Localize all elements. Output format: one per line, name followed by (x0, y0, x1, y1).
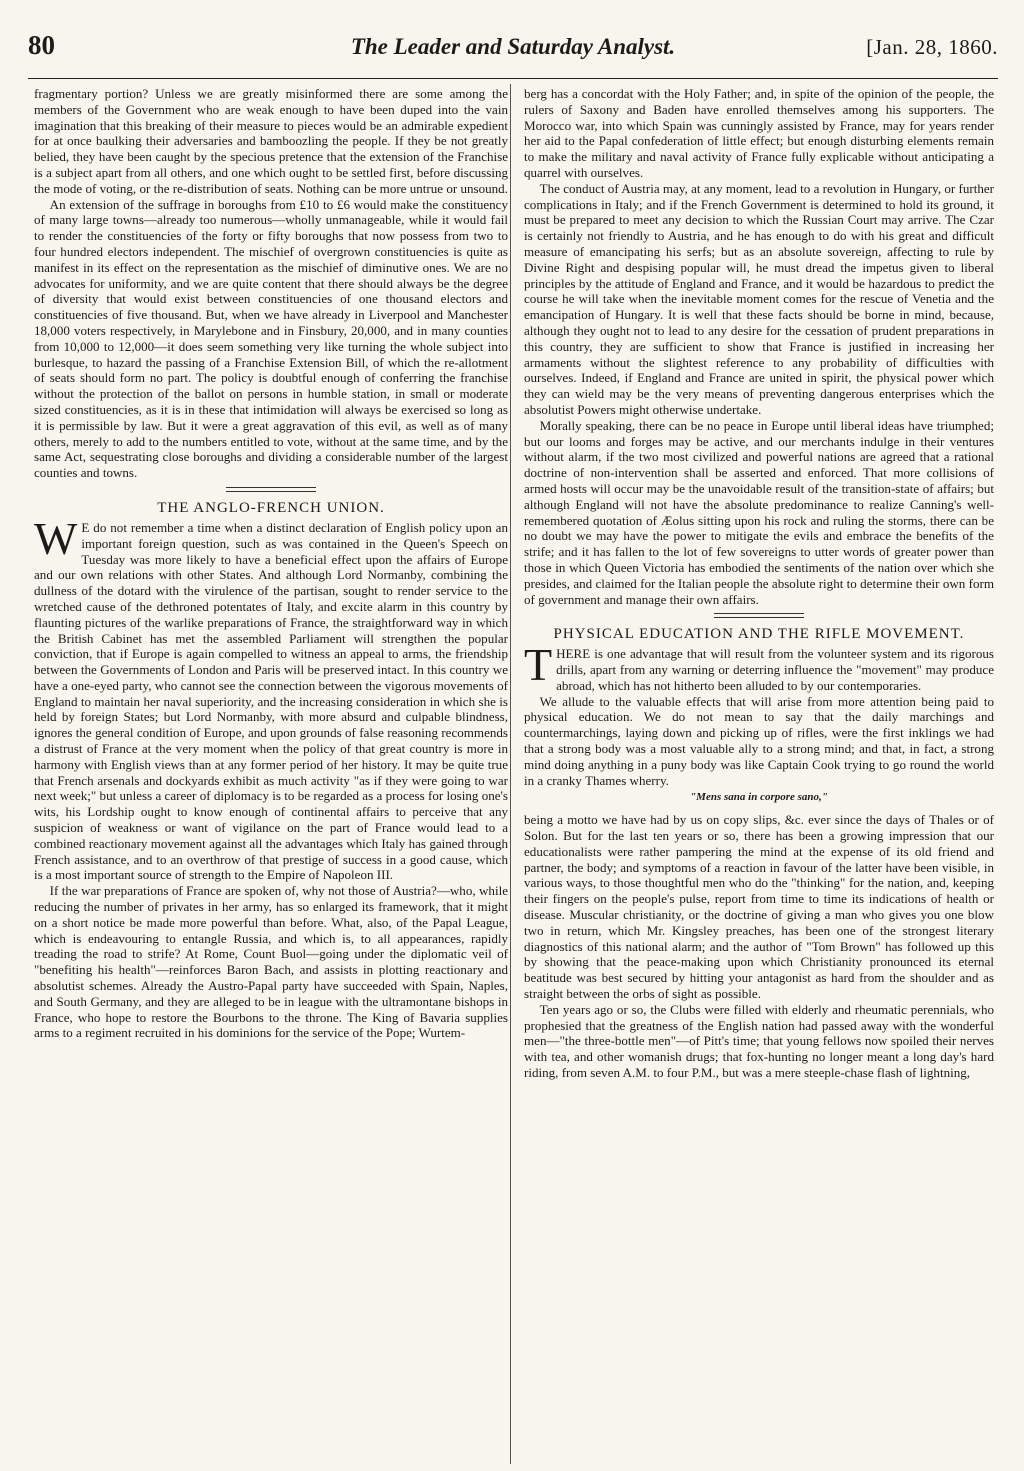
left-column (34, 86, 508, 1041)
right-column (524, 86, 994, 1081)
article-heading: THE ANGLO-FRENCH UNION. (157, 499, 385, 516)
latin-motto: "Mens sana in corpore sano," (690, 791, 828, 804)
paragraph: Morally speaking, there can be no peace in Europe until liberal ideas have triumphed; but our looms and forges may be active, and our merchants indulge in their ventures without alarm, if the two most civilized and powerful nations are agreed that a rational doctrine of non-intervention shall be asserted and enforced. That more collisions of armed hosts will occur may be the unavoidable result of the transition-state of affairs; but although England will not have the absolute predominance to realize Canning's well-remembered quotation of Æolus sitting upon his rock and ruling the storms, there can be no doubt we may have the power to mitigate the evils and embrace the benefits of the strife; and it has fallen to the lot of few sovereigns to utter words of greater power than those in which Queen Victoria has embodied the sentiments of the nation over which she presides, and claimed for the Italian people the absolute right to determine their own form of government and manage their own affairs. (524, 417, 994, 607)
paragraph: If the war preparations of France are spoken of, why not those of Austria?—who, while reducing the number of privates in her army, has so enlarged its framework, that it might on a short notice be made more powerful than before. What, also, of the Papal League, which is endeavouring to entangle Russia, and which is, to all appearances, rapidly treading the road to strife? At Rome, Count Buol—going under the diplomatic veil of "benefiting his health"—reinforces Baron Bach, and assists in plotting reactionary and absolutist schemes. Already the Austro-Papal party have succeeded with Spain, Naples, and South Germany, and they are alleged to be in league with the ultramontane bishops in France, who hope to restore the Bourbons to the throne. The King of Bavaria supplies arms to a regiment recruited in his dominions for the service of the Pope; Wurtem- (34, 883, 508, 1041)
page-number: 80 (28, 30, 55, 60)
drop-cap: W (34, 512, 78, 564)
paragraph: berg has a concordat with the Holy Father; and, in spite of the opinion of the people, the rulers of Saxony and Baden have enrolled themselves among his supporters. The Morocco war, into which Spain was cunningly assisted by France, may for years render her aid to the Papal confederation of little effect; but enough disturbing elements remain to make the military and naval activity of France fully explicable without anticipating a quarrel with ourselves. (524, 86, 994, 180)
column-rule (510, 84, 511, 1464)
paragraph: fragmentary portion? Unless we are greatly misinformed there are some among the members of the Government who are weak enough to have been duped into the vain imagination that this breaking of their measure to pieces would be an admirable expedient for at once baulking their adversaries and bamboozling the people. If they be not greatly belied, they have been caught by the specious pretence that the extension of the Franchise is a subject apart from all others, and one which ought to be settled first, before discussing the mode of voting, or the re-distribution of seats. Nothing can be more untrue or unsound. (34, 86, 508, 196)
section-divider (714, 613, 804, 618)
paragraph: W E do not remember a time when a distinct declaration of English policy upon an important foreign question, such as was contained in the Queen's Speech on Tuesday was more likely to have a beneficial effect upon the affairs of Europe and our own relations with other States. And although Lord Normanby, combining the dullness of the dotard with the virulence of the partisan, sought to render service to the wretched cause of the dethroned potentates of Italy, and excite alarm in this country by flaunting pictures of the warlike preparations of France, the straightforward way in which the British Cabinet has met the assembled Parliament will strengthen the popular conviction, that if Europe is again compelled to witness an appeal to arms, the friendship between the Governments of London and Paris will be preserved intact. In this country we have a one-eyed party, who cannot see the connection between the vigorous movements of England to maintain her naval superiority, and the increasing consideration in which she is held by foreign States; but Lord Normanby, with more absurd and culpable blindness, ignores the general condition of Europe, and upon grounds of false reasoning recommends a distrust of France at the very moment when the policy of that great country is more in harmony with English views than at any former period of her history. It may be quite true that French arsenals and dockyards exhibit as much activity "as if they were going to war next week;" but unless a career of diplomacy is to be regarded as a process for losing one's wits, his Lordship ought to know enough of continental affairs to perceive that any suspicion of weakness or want of vigilance on the part of France would lead to a combined reactionary movement against all the advantages which Italy has gained through French assistance, and to an overthrow of that prestige of success in a good cause, which is a most important source of strength to the Empire of Napoleon III. (34, 512, 508, 883)
paragraph: We allude to the valuable effects that will arise from more attention being paid to physical education. We do not mean to say that the daily marchings and countermarchings, laying down and picking up of rifles, were the first inklings we had that a strong body was a most valuable ally to a strong mind; and that, in fact, a strong mind doing anything in a puny body was like Captain Cook trying to go round the world in a cranky Thames wherry. (524, 693, 994, 788)
paragraph: Ten years ago or so, the Clubs were filled with elderly and rheumatic perennials, who prophesied that the greatness of the English nation had passed away with the wonderful men—"the three-bottle men"—of Pitt's time; that young fellows now spoiled their nerves with tea, and other womanish drugs; that fox-hunting no longer meant a long day's hard riding, from seven A.M. to four P.M., but was a mere steeple-chase flash of lightning, (524, 1001, 994, 1081)
article-heading: PHYSICAL EDUCATION AND THE RIFLE MOVEMENT. (553, 626, 965, 643)
publication-title: The Leader and Saturday Analyst. (350, 34, 676, 59)
paragraph: The conduct of Austria may, at any moment, lead to a revolution in Hungary, or further complications in Italy; and if the French Government is determined to hold its ground, it must be prepared to meet any decision to which the Russian Court may arrive. The Czar is certainly not friendly to Austria, and he has enough to do with his great and difficult measure of emancipating his serfs; but as an absolute sovereign, affecting to rule by Divine Right and despising popular will, he must dread the impetus given to liberal principles by the attitude of England and France, and it would be hazardous to predict the course he will take when the inevitable moment comes for the rescue of Venetia and the emancipation of Hungary. It is well that these facts should be borne in mind, because, although they ought not to lead to any desire for the cessation of prudent preparations in this country, they are sufficient to show that France is justified in increasing her armaments without the slightest reference to any probability of difficulties with ourselves. Indeed, if England and France are united in spirit, the physical power which they can wield may be the very means of preventing dangerous enterprises which the absolutist Powers might otherwise undertake. (524, 180, 994, 417)
section-divider (226, 487, 316, 492)
paragraph: THERE is one advantage that will result from the volunteer system and its rigorous drills, apart from any warning or deterring influence the "movement" may produce abroad, which has not hitherto been alluded to by our contemporaries. (524, 639, 994, 693)
paragraph: being a motto we have had by us on copy slips, &c. ever since the days of Thales or of Solon. But for the last ten years or so, there has been a growing impression that our educationalists were rather pampering the mind at the expense of its old friend and partner, the body; and symptoms of a reaction in favour of the latter have been visible, in various ways, to those thoughtful men who do the "thinking" for the nation, and, keeping their fingers on the people's pulse, report from time to time its indications of health or disease. Muscular christianity, or the doctrine of giving a man who gives you one blow two in return, which Mr. Kingsley preaches, has been one of the strongest literary diagnostics of this national alarm; and the author of "Tom Brown" has followed up this by showing that the peace-making upon which Christianity pronounced its eternal beatitude was best secured by hitting your antagonist as hard from the shoulder and as straight between the orbs of sight as possible. (524, 812, 994, 1002)
page-header (28, 28, 998, 79)
issue-date: [Jan. 28, 1860. (866, 35, 998, 59)
drop-cap: T (524, 639, 553, 691)
paragraph: An extension of the suffrage in boroughs from £10 to £6 would make the constituency of many large towns—already too numerous—wholly unmanageable, while it would fail to render the constituencies of the forty or fifty boroughs that now possess from two to four hundred electors independent. The mischief of overgrown constituencies is quite as manifest in its effect on the representation as the mischief of diminutive ones. We are no advocates for uniformity, and we are quite content that there should always be the degree of diversity that would exist between constituencies of one thousand electors and constituencies of five thousand. But, when we have already in Liverpool and Manchester 18,000 voters respectively, in Marylebone and in Finsbury, 20,000, and in many counties from 10,000 to 12,000—it does seem something very like turning the whole subject into burlesque, to hazard the passing of a Franchise Extension Bill, of which the re-allotment of seats should form no part. The policy is doubtful enough of conferring the franchise without the protection of the ballot on persons in humble station, in small or moderate sized constituencies, as it is in these that intimidation will always be exercised so long as it is permissible by law. But it were a great aggravation of this evil, as well as of many others, merely to add to the numbers entitled to vote, without at the same time, and by the same Act, sequestrating close boroughs and dividing a considerable number of the largest counties and towns. (34, 196, 508, 481)
